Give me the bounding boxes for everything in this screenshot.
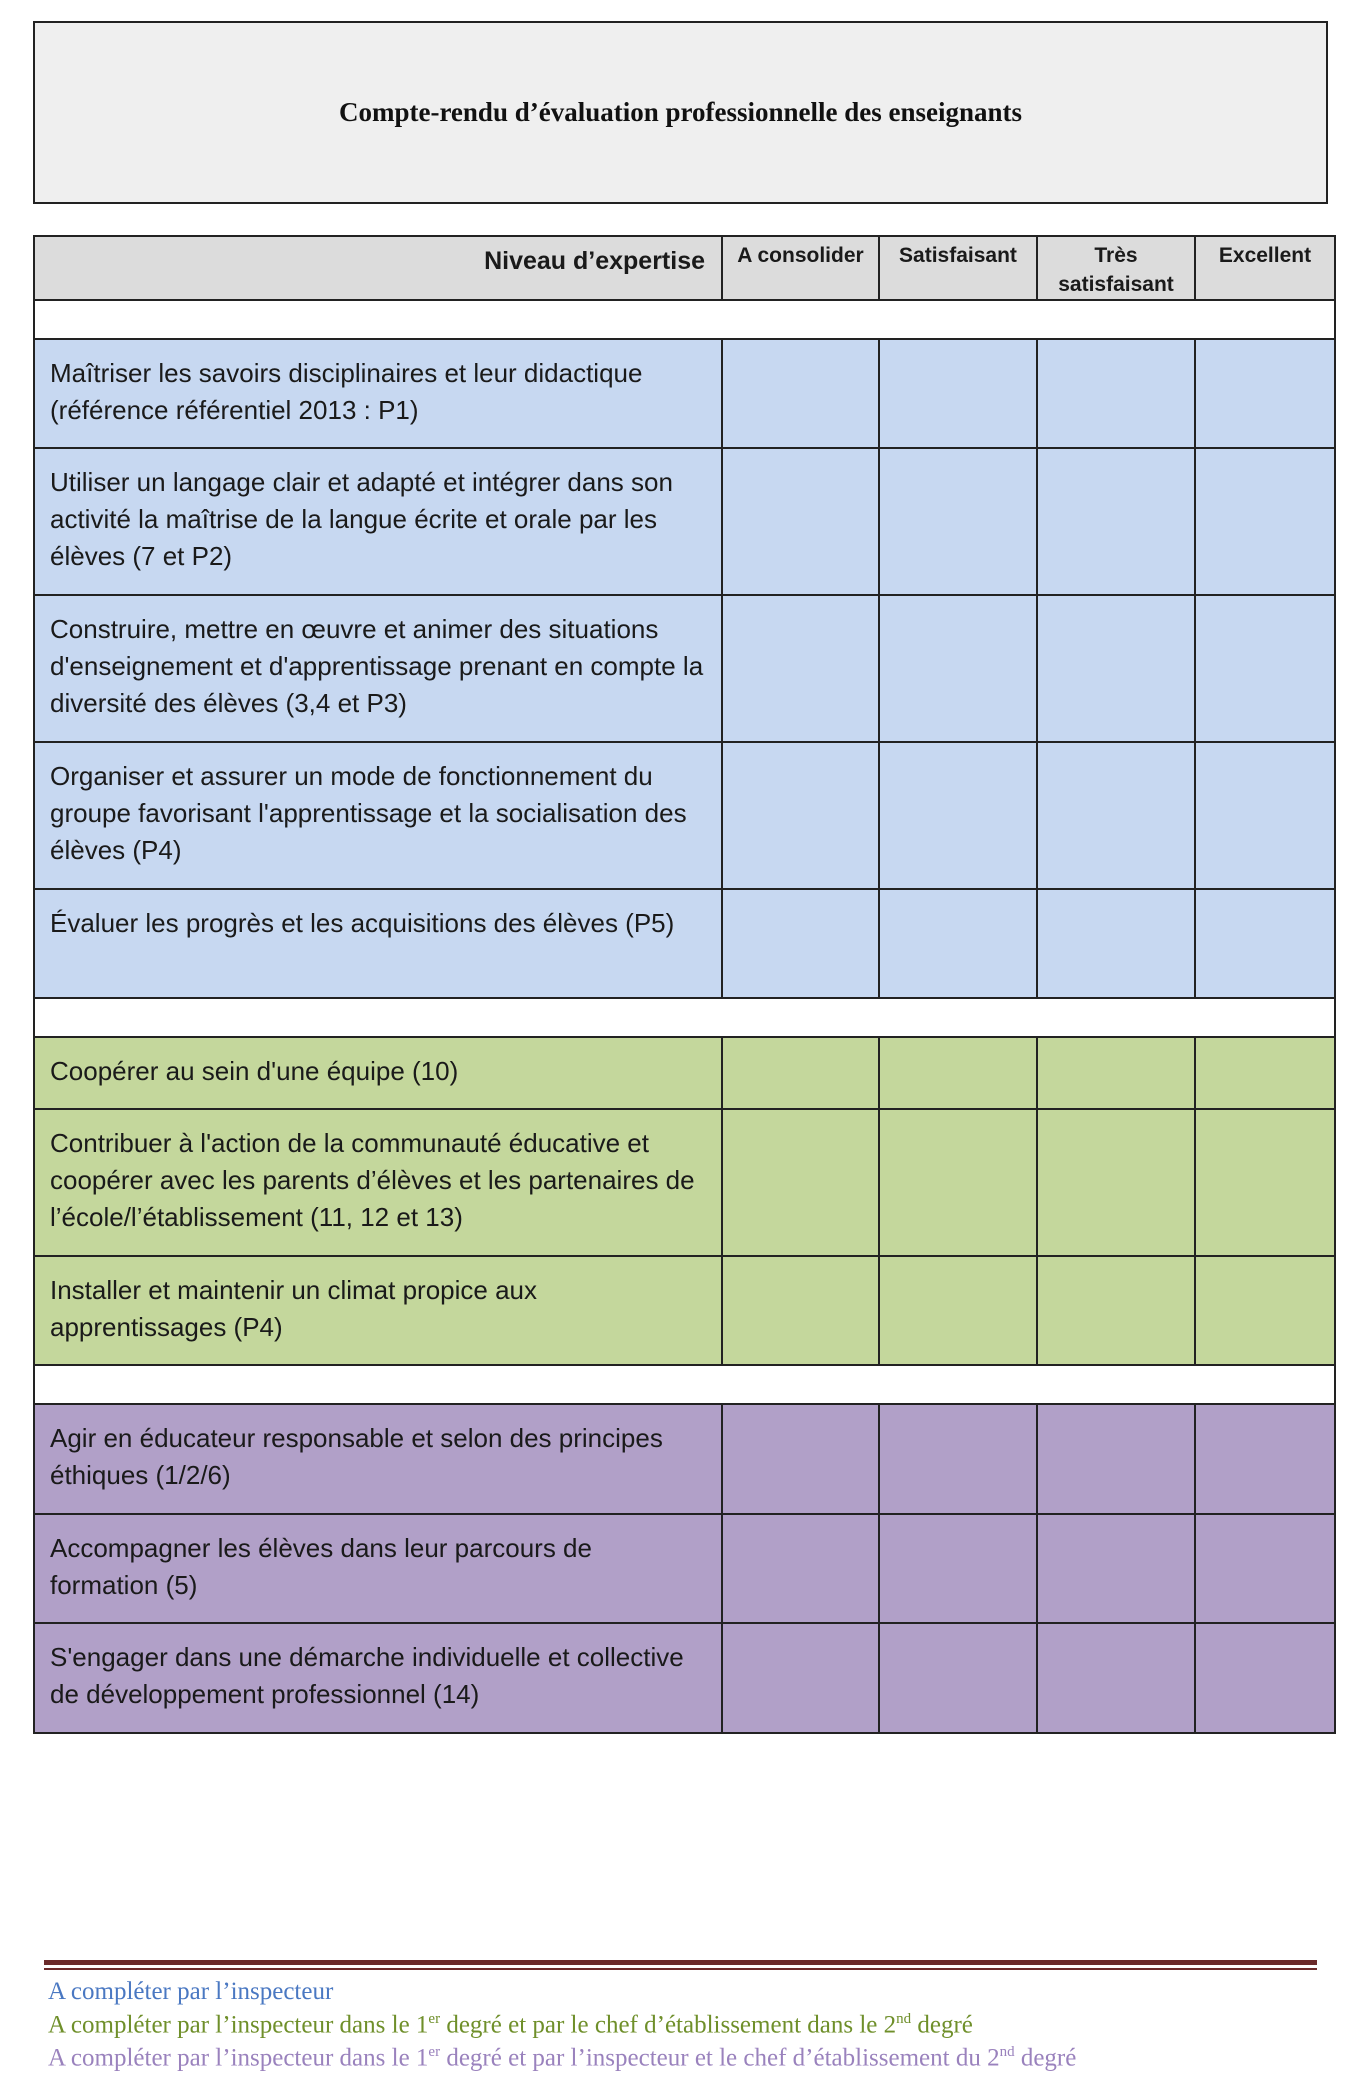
rating-cell-tres-satisfaisant[interactable] (1037, 1109, 1195, 1256)
rating-cell-tres-satisfaisant[interactable] (1037, 889, 1195, 998)
rating-cell-tres-satisfaisant[interactable] (1037, 339, 1195, 448)
expertise-level-header: Niveau d’expertise (34, 236, 722, 300)
rating-cell-excellent[interactable] (1195, 339, 1335, 448)
group-separator (34, 1365, 1335, 1404)
table-header-row (34, 236, 1335, 300)
rating-cell-excellent[interactable] (1195, 1404, 1335, 1514)
legend-text-part: A compléter par l’inspecteur dans le 1 (48, 2044, 429, 2072)
rating-cell-satisfaisant[interactable] (879, 448, 1037, 595)
group-separator (34, 300, 1335, 339)
rating-cell-excellent[interactable] (1195, 1623, 1335, 1733)
column-header-a-consolider: A consolider (722, 236, 879, 300)
footer-rule-top (44, 1960, 1317, 1965)
rating-cell-tres-satisfaisant[interactable] (1037, 1514, 1195, 1623)
competency-label: Accompagner les élèves dans leur parcours de formation (5) (34, 1514, 722, 1623)
competency-label: Installer et maintenir un climat propice aux apprentissages (P4) (34, 1256, 722, 1365)
rating-cell-excellent[interactable] (1195, 742, 1335, 889)
rating-cell-tres-satisfaisant[interactable] (1037, 1037, 1195, 1109)
table-row (34, 448, 1335, 595)
table-row (34, 595, 1335, 742)
legend-superscript: er (428, 2011, 441, 2027)
competency-label: Construire, mettre en œuvre et animer des situations d'enseignement et d'apprentissage prenant en compte la diversité des élèves (3,4 et P3) (34, 595, 722, 742)
legend-superscript: nd (999, 2044, 1015, 2060)
legend-inspector-head (48, 2011, 973, 2039)
competency-label: Organiser et assurer un mode de fonctionnement du groupe favorisant l'apprentissage et la socialisation des élèves (P4) (34, 742, 722, 889)
rating-cell-tres-satisfaisant[interactable] (1037, 742, 1195, 889)
rating-cell-satisfaisant[interactable] (879, 889, 1037, 998)
rating-cell-a-consolider[interactable] (722, 1256, 879, 1365)
rating-cell-a-consolider[interactable] (722, 339, 879, 448)
rating-cell-satisfaisant[interactable] (879, 1037, 1037, 1109)
legend-inspector-text: A compléter par l’inspecteur (48, 1978, 334, 2005)
competency-label: Contribuer à l'action de la communauté éducative et coopérer avec les parents d’élèves et les partenaires de l’école/l’établissement (11, 12 et 13) (34, 1109, 722, 1256)
rating-cell-satisfaisant[interactable] (879, 1109, 1037, 1256)
legend-superscript: nd (896, 2011, 912, 2027)
table-row (34, 1623, 1335, 1733)
rating-cell-satisfaisant[interactable] (879, 339, 1037, 448)
rating-cell-excellent[interactable] (1195, 1256, 1335, 1365)
competency-label: Maîtriser les savoirs disciplinaires et leur didactique (référence référentiel 2013 : P1) (34, 339, 722, 448)
document-title-box (33, 21, 1328, 204)
rating-cell-tres-satisfaisant[interactable] (1037, 1623, 1195, 1733)
rating-cell-a-consolider[interactable] (722, 1404, 879, 1514)
rating-cell-a-consolider[interactable] (722, 448, 879, 595)
rating-cell-a-consolider[interactable] (722, 1109, 879, 1256)
rating-cell-excellent[interactable] (1195, 889, 1335, 998)
rating-cell-a-consolider[interactable] (722, 1037, 879, 1109)
competency-label: S'engager dans une démarche individuelle et collective de développement professionnel (14) (34, 1623, 722, 1733)
rating-cell-excellent[interactable] (1195, 595, 1335, 742)
table-row (34, 889, 1335, 998)
legend-inspector (48, 1978, 333, 2006)
rating-cell-a-consolider[interactable] (722, 595, 879, 742)
rating-cell-tres-satisfaisant[interactable] (1037, 595, 1195, 742)
table-row (34, 1404, 1335, 1514)
table-row (34, 742, 1335, 889)
column-header-satisfaisant: Satisfaisant (879, 236, 1037, 300)
column-header-excellent: Excellent (1195, 236, 1335, 300)
legend-text-part: degré (911, 2011, 973, 2039)
table-row (34, 339, 1335, 448)
document-title: Compte-rendu d’évaluation professionnelle des enseignants (338, 97, 1023, 127)
column-header-tres-satisfaisant: Très satisfaisant (1037, 236, 1195, 300)
rating-cell-excellent[interactable] (1195, 1109, 1335, 1256)
rating-cell-excellent[interactable] (1195, 1514, 1335, 1623)
rating-cell-a-consolider[interactable] (722, 742, 879, 889)
competency-label: Agir en éducateur responsable et selon des principes éthiques (1/2/6) (34, 1404, 722, 1514)
legend-superscript: er (428, 2044, 441, 2060)
competency-label: Coopérer au sein d'une équipe (10) (34, 1037, 722, 1109)
rating-cell-a-consolider[interactable] (722, 1623, 879, 1733)
rating-cell-satisfaisant[interactable] (879, 595, 1037, 742)
rating-cell-satisfaisant[interactable] (879, 1514, 1037, 1623)
rating-cell-satisfaisant[interactable] (879, 1256, 1037, 1365)
rating-cell-a-consolider[interactable] (722, 1514, 879, 1623)
legend-text-part: degré et par le chef d’établissement dans le 2 (440, 2011, 897, 2039)
rating-cell-tres-satisfaisant[interactable] (1037, 1256, 1195, 1365)
rating-cell-tres-satisfaisant[interactable] (1037, 448, 1195, 595)
table-row (34, 1037, 1335, 1109)
rating-cell-satisfaisant[interactable] (879, 742, 1037, 889)
group-separator (34, 998, 1335, 1037)
competency-label: Évaluer les progrès et les acquisitions des élèves (P5) (34, 889, 722, 998)
rating-cell-satisfaisant[interactable] (879, 1623, 1037, 1733)
rating-cell-a-consolider[interactable] (722, 889, 879, 998)
table-row (34, 1256, 1335, 1365)
competency-label: Utiliser un langage clair et adapté et intégrer dans son activité la maîtrise de la langue écrite et orale par les élèves (7 et P2) (34, 448, 722, 595)
rating-cell-excellent[interactable] (1195, 448, 1335, 595)
rating-cell-satisfaisant[interactable] (879, 1404, 1037, 1514)
legend-inspector-both (48, 2044, 1076, 2072)
legend-text-part: degré et par l’inspecteur et le chef d’établissement du 2 (440, 2044, 1000, 2072)
footer-rule-bottom (44, 1968, 1317, 1970)
rating-cell-tres-satisfaisant[interactable] (1037, 1404, 1195, 1514)
legend-text-part: A compléter par l’inspecteur dans le 1 (48, 2011, 429, 2039)
rating-cell-excellent[interactable] (1195, 1037, 1335, 1109)
legend-text-part: degré (1014, 2044, 1077, 2072)
evaluation-table (33, 235, 1336, 1734)
table-row (34, 1109, 1335, 1256)
table-row (34, 1514, 1335, 1623)
